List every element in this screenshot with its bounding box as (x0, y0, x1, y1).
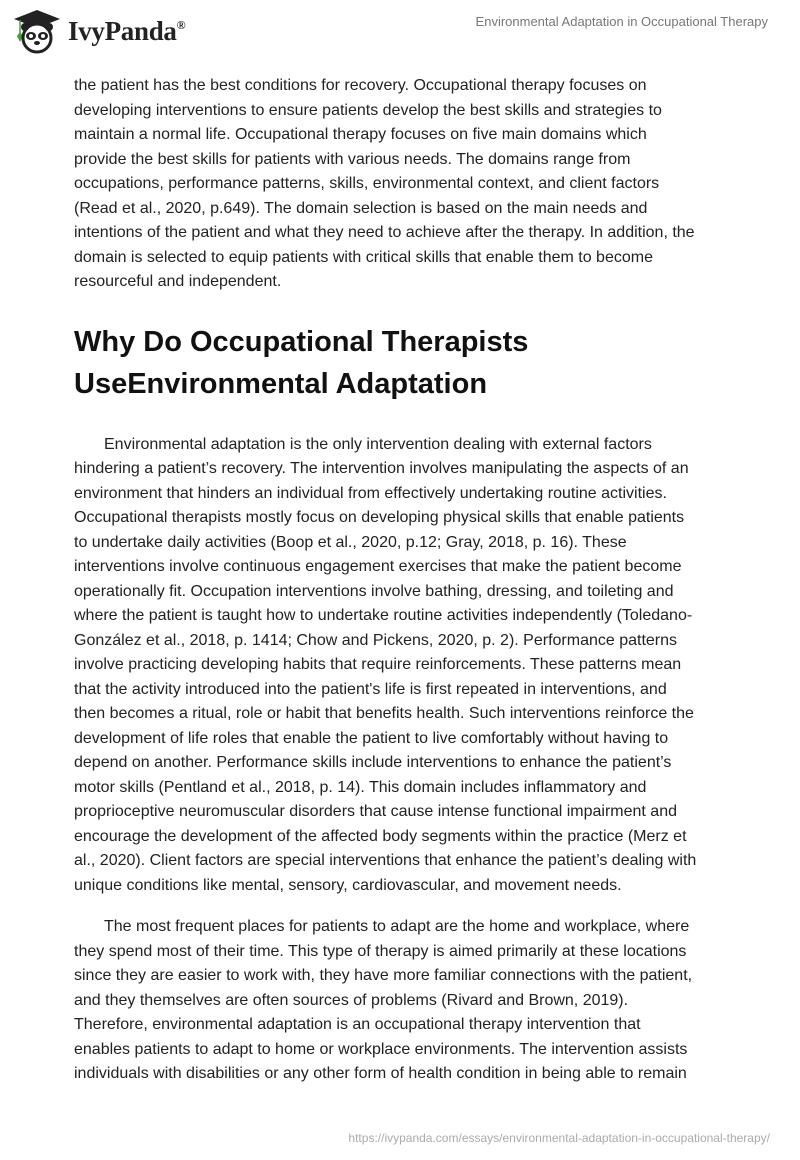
text-line: enables patients to adapt to home or workplace environments. The intervention assists (74, 1040, 688, 1058)
text-line: (Read et al., 2020, p.649). The domain selection is based on the main needs and (74, 199, 648, 217)
source-url[interactable]: https://ivypanda.com/essays/environmental-adaptation-in-occupational-therapy/ (348, 1131, 770, 1145)
page-header (0, 0, 800, 60)
text-line: unique conditions like mental, sensory, cardiovascular, and movement needs. (74, 876, 622, 894)
text-line: occupations, performance patterns, skills, environmental context, and client factors (74, 175, 660, 192)
essay-content (74, 74, 734, 1087)
text-line: intentions of the patient and what they need to achieve after the therapy. In addition, the (74, 224, 695, 241)
text-line: and they themselves are often sources of problems (Rivard and Brown, 2019). (74, 991, 629, 1009)
text-line: individuals with disabilities or any other form of health condition in being able to remain (74, 1065, 687, 1082)
section-heading (74, 321, 734, 405)
paragraph (74, 74, 734, 295)
document-title: Environmental Adaptation in Occupational Therapy (475, 14, 768, 29)
text-line: motor skills (Pentland et al., 2018, p. 14). This domain includes inflammatory and (74, 778, 647, 796)
ivypanda-logo[interactable] (12, 8, 185, 54)
text-line: proprioceptive neuromuscular disorders that cause intense functional impairment and (74, 803, 677, 820)
text-line: since they are easier to work with, they have more familiar connections with the patient, (74, 967, 693, 984)
paragraph (74, 433, 734, 899)
text-line: development of life roles that enable the patient to live comfortably without having to (74, 729, 669, 747)
text-line: maintain a normal life. Occupational therapy focuses on five main domains which (74, 126, 647, 143)
text-line: Environmental adaptation is the only intervention dealing with external factors (104, 435, 652, 453)
paragraph (74, 915, 734, 1087)
text-line: they spend most of their time. This type of therapy is aimed primarily at these locations (74, 942, 687, 960)
text-line: provide the best skills for patients with various needs. The domains range from (74, 150, 631, 168)
text-line: Occupational therapists mostly focus on developing physical skills that enable patients (74, 509, 685, 526)
text-line: developing interventions to ensure patients develop the best skills and strategies to (74, 101, 662, 119)
text-line: al., 2020). Client factors are special interventions that enhance the patient’s dealing with (74, 852, 697, 869)
text-line: the patient has the best conditions for recovery. Occupational therapy focuses on (74, 77, 647, 94)
text-line: depend on another. Performance skills include interventions to enhance the patient’s (74, 754, 672, 771)
panda-graduate-icon (12, 8, 62, 54)
text-line: Why Do Occupational Therapists Use (74, 325, 529, 400)
brand-name: IvyPanda® (68, 15, 186, 46)
text-line: The most frequent places for patients to adapt are the home and workplace, where (104, 918, 690, 935)
text-line: encourage the development of the affected body segments within the practice (Merz et (74, 827, 687, 845)
text-line: González et al., 2018, p. 1414; Chow and Pickens, 2020, p. 2). Performance patterns (74, 631, 678, 649)
text-line: Therefore, environmental adaptation is an occupational therapy intervention that (74, 1016, 641, 1033)
text-line: operationally fit. Occupation interventions involve bathing, dressing, and toileting and (74, 582, 674, 600)
text-line: hindering a patient’s recovery. The intervention involves manipulating the aspects of an (74, 460, 689, 477)
text-line: where the patient is taught how to undertake routine activities independently (Toledano- (74, 607, 693, 624)
text-line: domain is selected to equip patients with critical skills that enable them to become (74, 248, 653, 266)
text-line: to undertake daily activities (Boop et al., 2020, p.12; Gray, 2018, p. 16). These (74, 533, 627, 551)
text-line: that the activity introduced into the patient's life is first repeated in interventions, and (74, 680, 667, 698)
text-line: then becomes a ritual, role or habit that benefits health. Such interventions reinforce the (74, 705, 694, 722)
text-line: Environmental Adaptation (127, 367, 488, 400)
text-line: resourceful and independent. (74, 273, 282, 290)
text-line: environment that hinders an individual from effectively undertaking routine activities. (74, 484, 667, 502)
text-line: involve practicing developing habits that require reinforcements. These patterns mean (74, 656, 682, 673)
text-line: interventions involve continuous engagement exercises that make the patient become (74, 558, 682, 575)
